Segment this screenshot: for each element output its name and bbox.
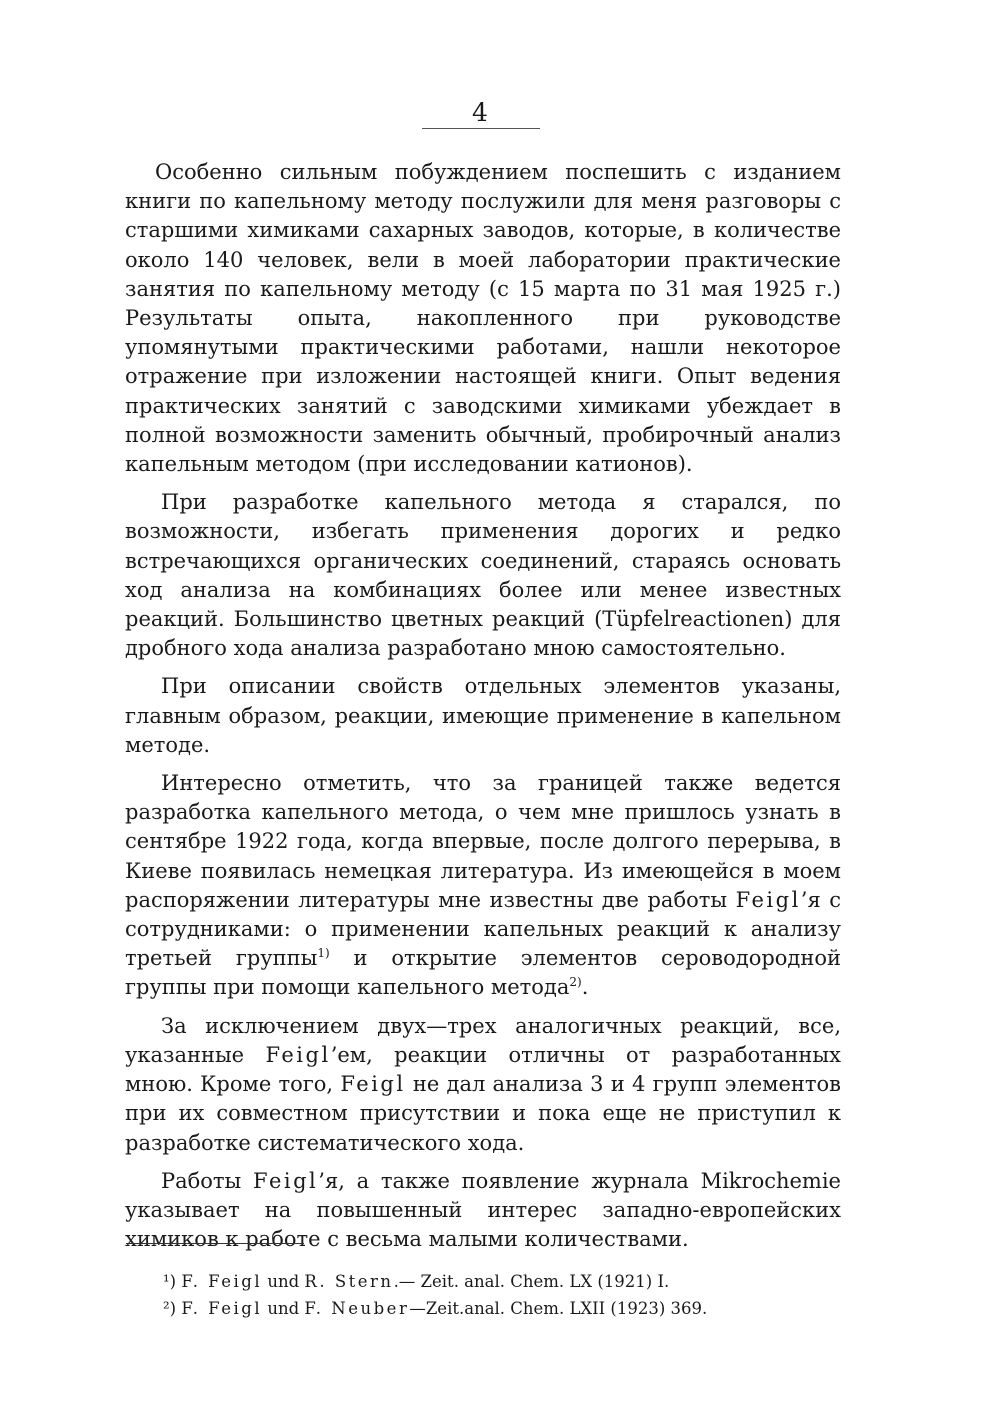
footnote-author: F. Feigl (181, 1299, 263, 1318)
footnotes (163, 1268, 863, 1322)
author-name-feigl: Feigl (340, 1072, 406, 1097)
footnote-author: R. Stern (304, 1272, 394, 1291)
paragraph-4-text-d: . (581, 975, 589, 1000)
page-number: 4 (472, 98, 488, 127)
footnote-und: und (262, 1299, 305, 1318)
paragraph-6-text-b: ’я, а также появление журнала Mikrochemie указывает на повышенный интерес западно-европейских химиков к работе с весьма малыми количествами. (125, 1168, 841, 1252)
paragraph-5 (125, 1012, 841, 1158)
paragraph-1: Особенно сильным побуждением поспешить с изданием книги по капельному методу послужили для меня разговоры с старшими химиками сахарных заводов, которые, в количестве около 140 человек, вели в моей лаборатории практические занятия по капельному методу (с 15 марта по 31 мая 1925 г.) Результаты опыта, накопленного при руководстве упомянутыми практическими работами, нашли некоторое отражение при изложении настоящей книги. Опыт ведения практических занятий с заводскими химиками убеждает в полной возможности заменить обычный, пробирочный анализ капельным методом (при исследовании катионов). (125, 160, 841, 477)
footnote-mark: ²) (163, 1299, 177, 1318)
body-text (125, 158, 841, 1263)
paragraph-3: При описании свойств отдельных элементов указаны, главным образом, реакции, имеющие применение в капельном методе. (125, 674, 841, 757)
footnote-mark: ¹) (163, 1272, 177, 1291)
author-name-feigl: Feigl (253, 1168, 319, 1193)
author-name-feigl: Feigl (735, 887, 801, 912)
author-name-feigl: Feigl (265, 1042, 331, 1067)
paragraph-4-text-c: и открытие элементов сероводородной группы при помощи капельного метода (125, 946, 841, 1000)
paragraph-2: При разработке капельного метода я старался, по возможности, избегать применения дорогих и редко встречающихся органических соединений, стараясь основать ход анализа на комбинациях более или менее известных реакций. Большинство цветных реакций (Tüpfelreactionen) для дробного хода анализа разработано мною самостоятельно. (125, 490, 841, 661)
footnote-ref-1: 1) (317, 946, 330, 961)
footnote-2 (163, 1295, 863, 1322)
page-number-rule (422, 128, 540, 129)
footnote-reference: .— Zeit. anal. Chem. LX (1921) I. (393, 1272, 670, 1291)
footnote-1 (163, 1268, 863, 1295)
paragraph-5-text-b: ’ем, реакции отличны от разработанных мною. Кроме того, (125, 1042, 841, 1097)
footnote-ref-2: 2) (569, 975, 582, 990)
footnote-reference: —Zeit.anal. Chem. LXII (1923) 369. (409, 1299, 708, 1318)
footnote-author: F. Feigl (181, 1272, 263, 1291)
paragraph-5-text-a: За исключением двух—трех аналогичных реакций, все, указанные (125, 1013, 841, 1067)
footnote-separator (126, 1243, 304, 1244)
paragraph-4-text-b: ’я с сотрудниками: о применении капельных реакций к анализу третьей группы (125, 887, 841, 971)
paragraph-6 (125, 1167, 841, 1255)
footnote-und: und (262, 1272, 305, 1291)
paragraph-4-text-a: Интересно отметить, что за границей также ведется разработка капельного метода, о чем мне пришлось узнать в сентябре 1922 года, когда впервые, после долгого перерыва, в Киеве появилась немецкая литература. Из имеющейся в моем распоряжении литературы мне известны две работы (125, 771, 841, 912)
paragraph-4 (125, 769, 841, 1003)
paragraph-5-text-c: не дал анализа 3 и 4 групп элементов при их совместном присутствии и пока еще не приступил к разработке систематического хода. (125, 1072, 841, 1155)
footnote-author: F. Neuber (304, 1299, 410, 1318)
paragraph-6-text-a: Работы (161, 1168, 254, 1193)
